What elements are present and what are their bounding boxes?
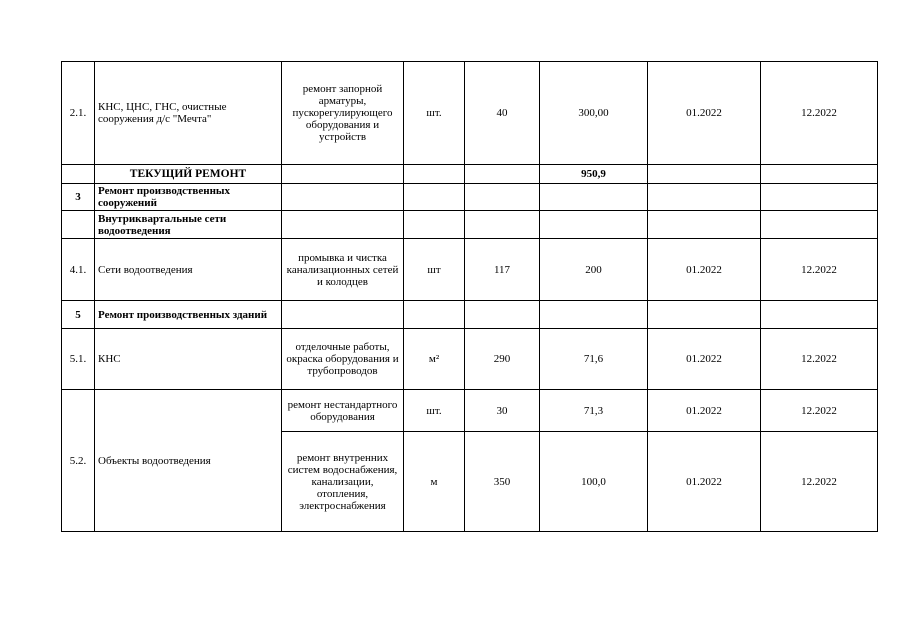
work-description: ремонт внутренних систем водоснабжения, канализации, отопления, электроснабжения (282, 432, 404, 532)
end-date: 12.2022 (761, 329, 878, 390)
row-number (62, 165, 95, 184)
table-row (62, 329, 878, 390)
unit: шт (404, 239, 465, 301)
quantity: 290 (465, 329, 540, 390)
unit (404, 165, 465, 184)
amount: 200 (540, 239, 648, 301)
amount: 100,0 (540, 432, 648, 532)
table-row (62, 62, 878, 165)
unit: м² (404, 329, 465, 390)
object-name: КНС, ЦНС, ГНС, очистные сооружения д/с "Мечта" (95, 62, 282, 165)
end-date: 12.2022 (761, 239, 878, 301)
start-date (648, 211, 761, 239)
row-number: 5.2. (62, 390, 95, 532)
table-row (62, 239, 878, 301)
work-description (282, 211, 404, 239)
start-date: 01.2022 (648, 239, 761, 301)
start-date (648, 184, 761, 211)
amount: 71,3 (540, 390, 648, 432)
quantity (465, 301, 540, 329)
end-date (761, 301, 878, 329)
section-name: Ремонт производственных зданий (95, 301, 282, 329)
quantity (465, 184, 540, 211)
section-title: ТЕКУЩИЙ РЕМОНТ (95, 165, 282, 184)
end-date (761, 184, 878, 211)
quantity: 30 (465, 390, 540, 432)
unit: шт. (404, 62, 465, 165)
end-date: 12.2022 (761, 62, 878, 165)
object-name: КНС (95, 329, 282, 390)
work-description: промывка и чистка канализационных сетей и колодцев (282, 239, 404, 301)
table-row (62, 184, 878, 211)
row-number (62, 211, 95, 239)
amount: 300,00 (540, 62, 648, 165)
start-date: 01.2022 (648, 329, 761, 390)
start-date: 01.2022 (648, 432, 761, 532)
end-date (761, 165, 878, 184)
start-date (648, 165, 761, 184)
object-name: Объекты водоотведения (95, 390, 282, 532)
start-date: 01.2022 (648, 390, 761, 432)
end-date: 12.2022 (761, 390, 878, 432)
table-row (62, 165, 878, 184)
start-date (648, 301, 761, 329)
start-date: 01.2022 (648, 62, 761, 165)
amount (540, 301, 648, 329)
work-description: ремонт нестандартного оборудования (282, 390, 404, 432)
row-number: 3 (62, 184, 95, 211)
work-description (282, 165, 404, 184)
object-name: Сети водоотведения (95, 239, 282, 301)
amount: 71,6 (540, 329, 648, 390)
works-table (61, 61, 878, 532)
section-name: Ремонт производственных сооружений (95, 184, 282, 211)
unit: шт. (404, 390, 465, 432)
quantity: 117 (465, 239, 540, 301)
row-number: 5.1. (62, 329, 95, 390)
quantity: 40 (465, 62, 540, 165)
unit (404, 184, 465, 211)
end-date (761, 211, 878, 239)
table-row (62, 301, 878, 329)
end-date: 12.2022 (761, 432, 878, 532)
row-number: 5 (62, 301, 95, 329)
quantity (465, 165, 540, 184)
amount: 950,9 (540, 165, 648, 184)
unit (404, 301, 465, 329)
table-row (62, 390, 878, 432)
work-description: отделочные работы, окраска оборудования и трубопроводов (282, 329, 404, 390)
quantity (465, 211, 540, 239)
work-description (282, 184, 404, 211)
amount (540, 184, 648, 211)
quantity: 350 (465, 432, 540, 532)
amount (540, 211, 648, 239)
row-number: 4.1. (62, 239, 95, 301)
row-number: 2.1. (62, 62, 95, 165)
unit: м (404, 432, 465, 532)
table-row (62, 211, 878, 239)
unit (404, 211, 465, 239)
section-name: Внутриквартальные сети водоотведения (95, 211, 282, 239)
work-description (282, 301, 404, 329)
work-description: ремонт запорной арматуры, пускорегулирующего оборудования и устройств (282, 62, 404, 165)
